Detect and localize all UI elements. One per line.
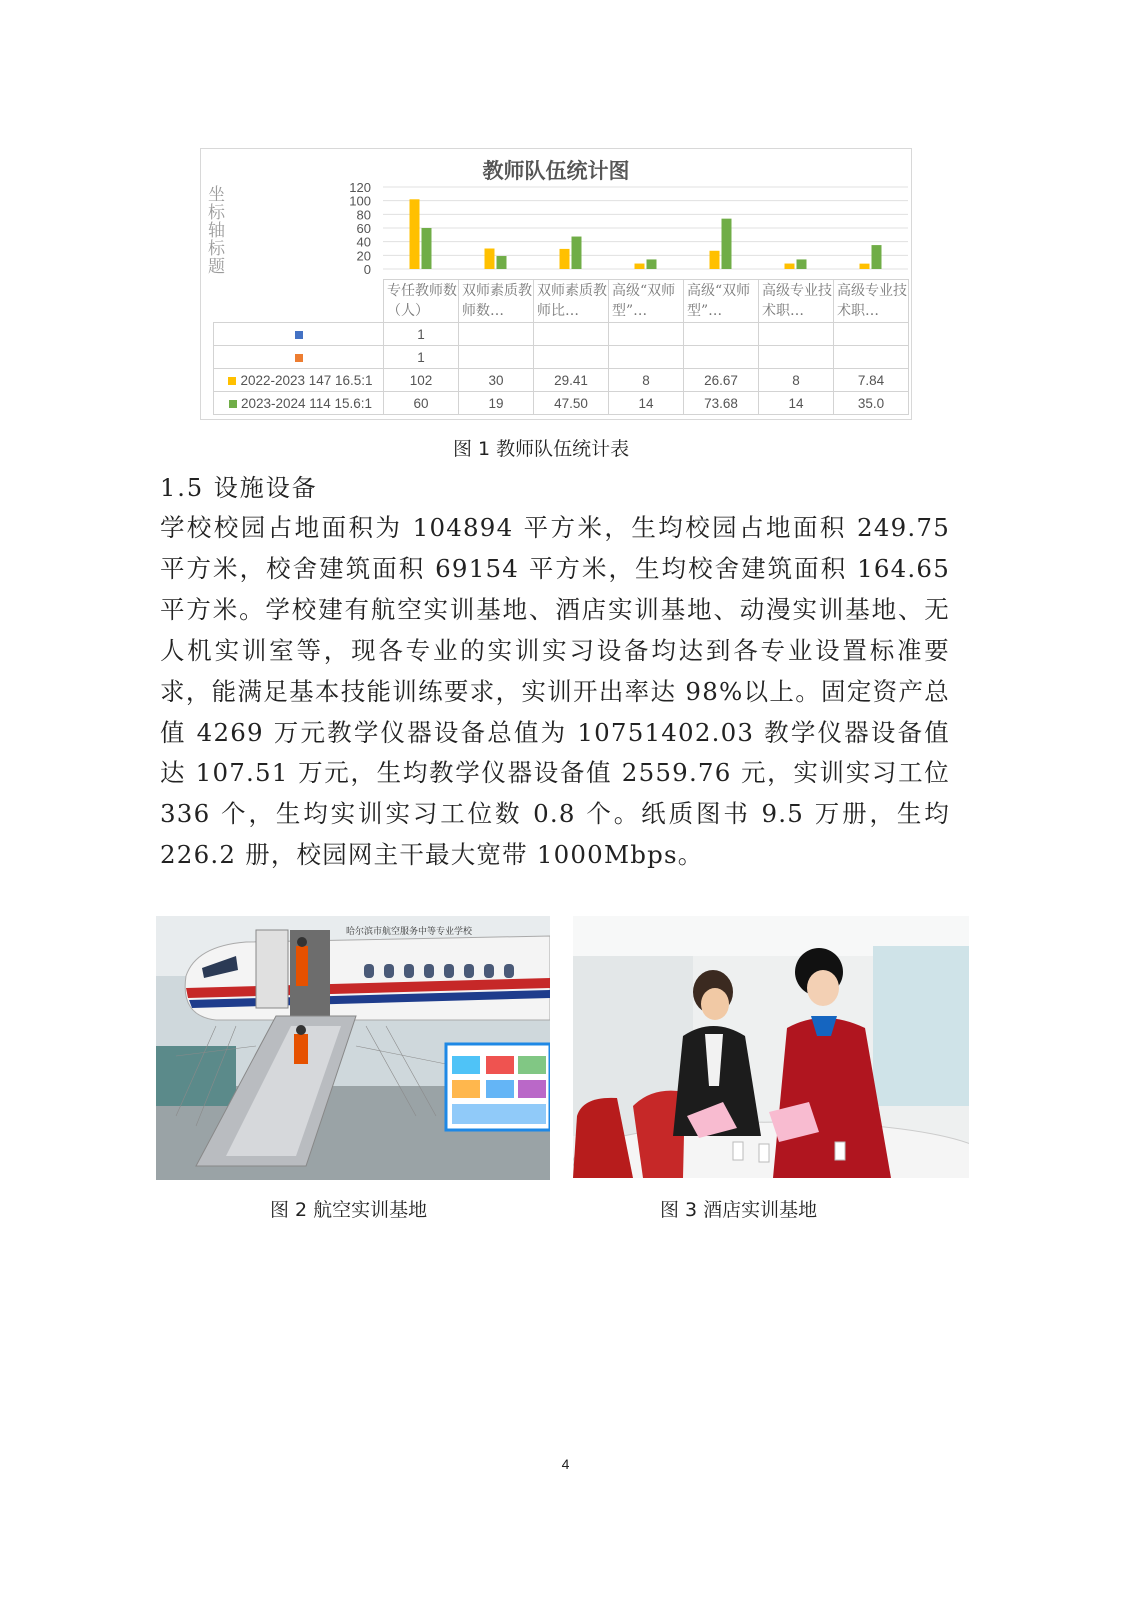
data-cell: 19 [459, 392, 534, 415]
teacher-stats-chart [200, 148, 912, 420]
chart-title: 教师队伍统计图 [482, 159, 630, 183]
figure-1-caption: 图 1 教师队伍统计表 [453, 438, 630, 460]
category-label: 双师素质教师比… [534, 280, 609, 323]
table-row [214, 346, 909, 369]
data-cell [759, 346, 834, 369]
data-cell [459, 323, 534, 346]
data-cell: 7.84 [834, 369, 909, 392]
data-cell: 47.50 [534, 392, 609, 415]
legend-cell [214, 323, 384, 346]
bar-2023-2024 [497, 256, 507, 269]
y-tick-label: 20 [356, 248, 371, 264]
chart-data-table [213, 279, 909, 415]
legend-key-yellow [228, 377, 236, 385]
plane-livery-text: 哈尔滨市航空服务中等专业学校 [346, 927, 473, 937]
data-cell: 1 [384, 323, 459, 346]
legend-key-orange [295, 354, 303, 362]
legend-key-blue [295, 331, 303, 339]
bar-2022-2023 [635, 264, 645, 269]
category-label: 专任教师数（人） [384, 280, 459, 323]
hotel-training-photo [573, 916, 969, 1178]
category-label: 高级专业技术职… [759, 280, 834, 323]
bar-2022-2023 [485, 249, 495, 270]
y-axis-title: 坐标轴标题 [204, 185, 224, 275]
y-tick-label: 100 [349, 193, 371, 209]
data-cell: 60 [384, 392, 459, 415]
aviation-training-photo [156, 916, 550, 1180]
series-name: 2022-2023 147 16.5:1 [240, 372, 373, 388]
category-label: 双师素质教师数… [459, 280, 534, 323]
data-cell: 35.0 [834, 392, 909, 415]
page-number: 4 [561, 1456, 570, 1472]
data-cell: 8 [759, 369, 834, 392]
data-cell [684, 346, 759, 369]
section-heading: 1.5 设施设备 [160, 474, 318, 502]
y-tick-label: 80 [356, 207, 371, 223]
data-cell: 8 [609, 369, 684, 392]
data-cell [834, 323, 909, 346]
data-cell: 30 [459, 369, 534, 392]
bar-2023-2024 [647, 259, 657, 269]
data-cell: 102 [384, 369, 459, 392]
data-cell: 14 [759, 392, 834, 415]
series-name: 2023-2024 114 15.6:1 [240, 395, 373, 411]
table-row [214, 323, 909, 346]
data-cell [534, 346, 609, 369]
bar-2023-2024 [572, 237, 582, 269]
legend-cell [214, 392, 384, 415]
bar-2023-2024 [422, 228, 432, 269]
legend-cell [214, 369, 384, 392]
bar-2023-2024 [872, 245, 882, 269]
table-row [214, 392, 909, 415]
section-paragraph: 学校校园占地面积为 104894 平方米，生均校园占地面积 249.75 平方米，校舍建筑面积 69154 平方米，生均校舍建筑面积 164.65 平方米。学校建有航空实训基地、酒店实训基地、动漫实训基地、无人机实训室等，现各专业的实训实习设备均达到各专业设置标准要求，能满足基本技能训练要求，实训开出率达 98%以上。固定资产总值 4269 万元教学仪器设备总值为 10751402.03 教学仪器设备值达 107.51 万元，生均教学仪器设备值 2559.76 元，实训实习工位 336 个，生均实训实习工位数 0.8 个。纸质图书 9.5 万册，生均 226.2 册，校园网主干最大宽带 1000Mbps。 [160, 513, 950, 870]
data-cell [609, 323, 684, 346]
figure-3-caption: 图 3 酒店实训基地 [660, 1199, 818, 1221]
category-label: 高级专业技术职… [834, 280, 909, 323]
data-cell [834, 346, 909, 369]
data-cell: 14 [609, 392, 684, 415]
legend-key-green [229, 400, 237, 408]
data-cell: 29.41 [534, 369, 609, 392]
table-corner [214, 280, 384, 323]
chart-plot-area [201, 149, 913, 279]
y-tick-label: 40 [356, 234, 371, 250]
data-cell [534, 323, 609, 346]
bar-2023-2024 [797, 259, 807, 269]
category-label: 高级“双师型”… [609, 280, 684, 323]
bar-2022-2023 [560, 249, 570, 269]
bar-2022-2023 [860, 264, 870, 269]
data-cell [759, 323, 834, 346]
y-tick-label: 60 [356, 221, 371, 236]
legend-cell [214, 346, 384, 369]
data-cell: 73.68 [684, 392, 759, 415]
bar-2022-2023 [710, 251, 720, 269]
y-tick-label: 0 [363, 262, 371, 277]
y-tick-label: 120 [349, 180, 371, 195]
data-cell [684, 323, 759, 346]
category-label: 高级“双师型”… [684, 280, 759, 323]
bar-2022-2023 [410, 199, 420, 269]
figure-2-caption: 图 2 航空实训基地 [270, 1199, 428, 1221]
data-cell: 1 [384, 346, 459, 369]
data-cell: 26.67 [684, 369, 759, 392]
bar-2022-2023 [785, 264, 795, 269]
bar-2023-2024 [722, 219, 732, 269]
data-cell [609, 346, 684, 369]
data-cell [459, 346, 534, 369]
table-row [214, 369, 909, 392]
